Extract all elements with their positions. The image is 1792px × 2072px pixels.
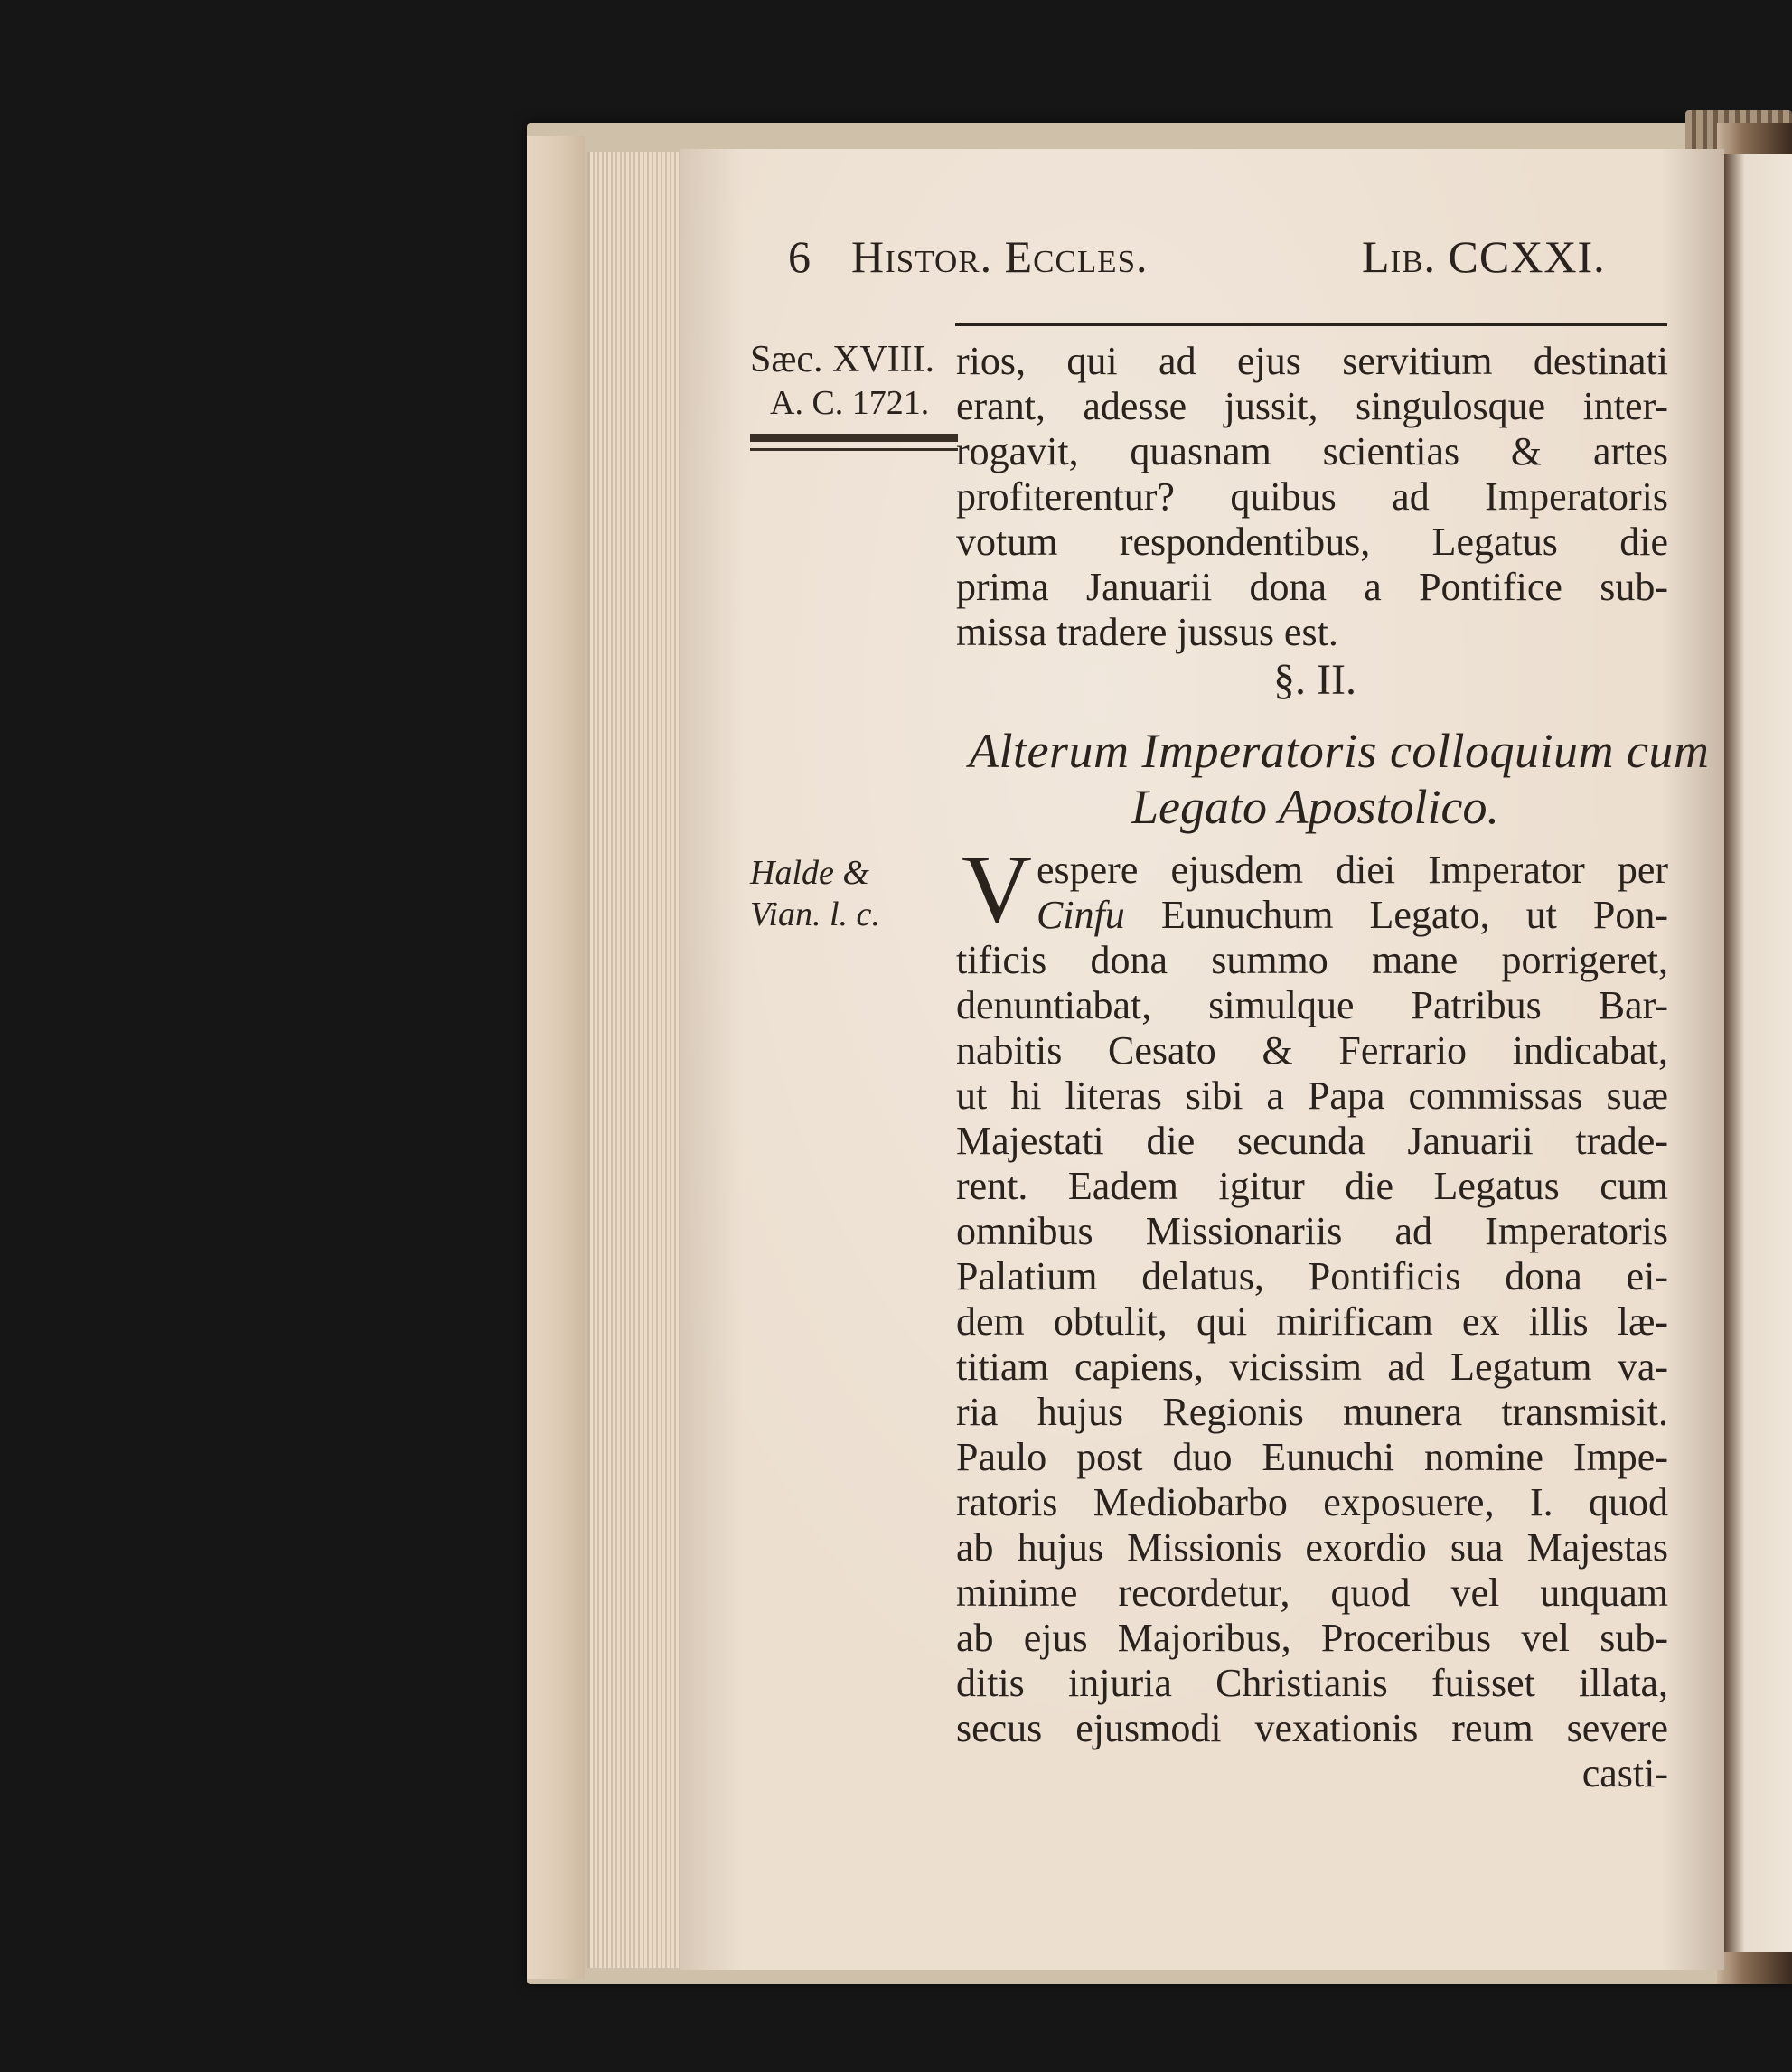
page-number: 6 (788, 231, 812, 282)
text-line: Majestati die secunda Januarii trade- (956, 1119, 1668, 1163)
text-line: ditis injuria Christianis fuisset illata, (956, 1661, 1668, 1705)
text-line: titiam capiens, vicissim ad Legatum va- (956, 1345, 1668, 1389)
margin-anno: A. C. 1721. (770, 384, 930, 422)
text-line: votum respondentibus, Legatus die (956, 520, 1668, 564)
text-line: omnibus Missionariis ad Imperatoris (956, 1209, 1668, 1253)
text-line: denuntiabat, simulque Patribus Bar- (956, 983, 1668, 1027)
text-line: nabitis Cesato & Ferrario indicabat, (956, 1028, 1668, 1073)
header-rule (955, 323, 1667, 326)
text-line: rent. Eadem igitur die Legatus cum (956, 1164, 1668, 1208)
page-edges (587, 152, 682, 1968)
section-title-line2: Legato Apostolico. (1131, 780, 1500, 834)
text-line: rogavit, quasnam scientias & artes (956, 429, 1668, 473)
catchword: casti- (1581, 1751, 1668, 1795)
margin-reference-line1: Halde & (750, 854, 869, 892)
text-line: minime recordetur, quod vel unquam (956, 1570, 1668, 1615)
book-page (680, 149, 1724, 1970)
facing-page-edge (1724, 154, 1792, 1952)
text-line: Paulo post duo Eunuchi nomine Impe- (956, 1435, 1668, 1479)
text-fragment: Eunuchum Legato, ut Pon- (1160, 893, 1668, 937)
name-cinfu: Cinfu (1037, 893, 1125, 937)
text-line: prima Januarii dona a Pontifice sub- (956, 565, 1668, 609)
book-number: Lib. CCXXI. (1362, 231, 1606, 282)
text-line: ratoris Mediobarbo exposuere, I. quod (956, 1480, 1668, 1524)
section-sign: §. II. (1273, 656, 1356, 704)
text-line: ab ejus Majoribus, Proceribus vel sub- (956, 1616, 1668, 1660)
text-line: tificis dona summo mane porrigeret, (956, 938, 1668, 982)
margin-rule-thick (750, 434, 958, 442)
text-line: Palatium delatus, Pontificis dona ei- (956, 1254, 1668, 1299)
drop-initial: V (962, 836, 1032, 943)
running-title: Histor. Eccles. (851, 231, 1149, 282)
text-line: ria hujus Regionis munera transmisit. (956, 1390, 1668, 1434)
section-title-line1: Alterum Imperatoris colloquium cum (969, 724, 1710, 778)
text-line: espere ejusdem diei Imperator per (1037, 848, 1668, 892)
margin-saeculum: Sæc. XVIII. (750, 339, 935, 380)
margin-rule-thin (750, 448, 958, 451)
text-line: ut hi literas sibi a Papa commissas suæ (956, 1074, 1668, 1118)
text-line: dem obtulit, qui mirificam ex illis læ- (956, 1299, 1668, 1344)
text-line: profiterentur? quibus ad Imperatoris (956, 474, 1668, 519)
text-line: erant, adesse jussit, singulosque inter- (956, 384, 1668, 428)
margin-reference-line2: Vian. l. c. (750, 895, 880, 933)
text-line: secus ejusmodi vexationis reum severe (956, 1706, 1668, 1750)
cover-board-edge (527, 136, 585, 1979)
text-line: rios, qui ad ejus servitium destinati (956, 339, 1668, 383)
text-line: ab hujus Missionis exordio sua Majestas (956, 1525, 1668, 1570)
text-line (1037, 893, 1668, 938)
text-line: missa tradere jussus est. (956, 610, 1338, 654)
